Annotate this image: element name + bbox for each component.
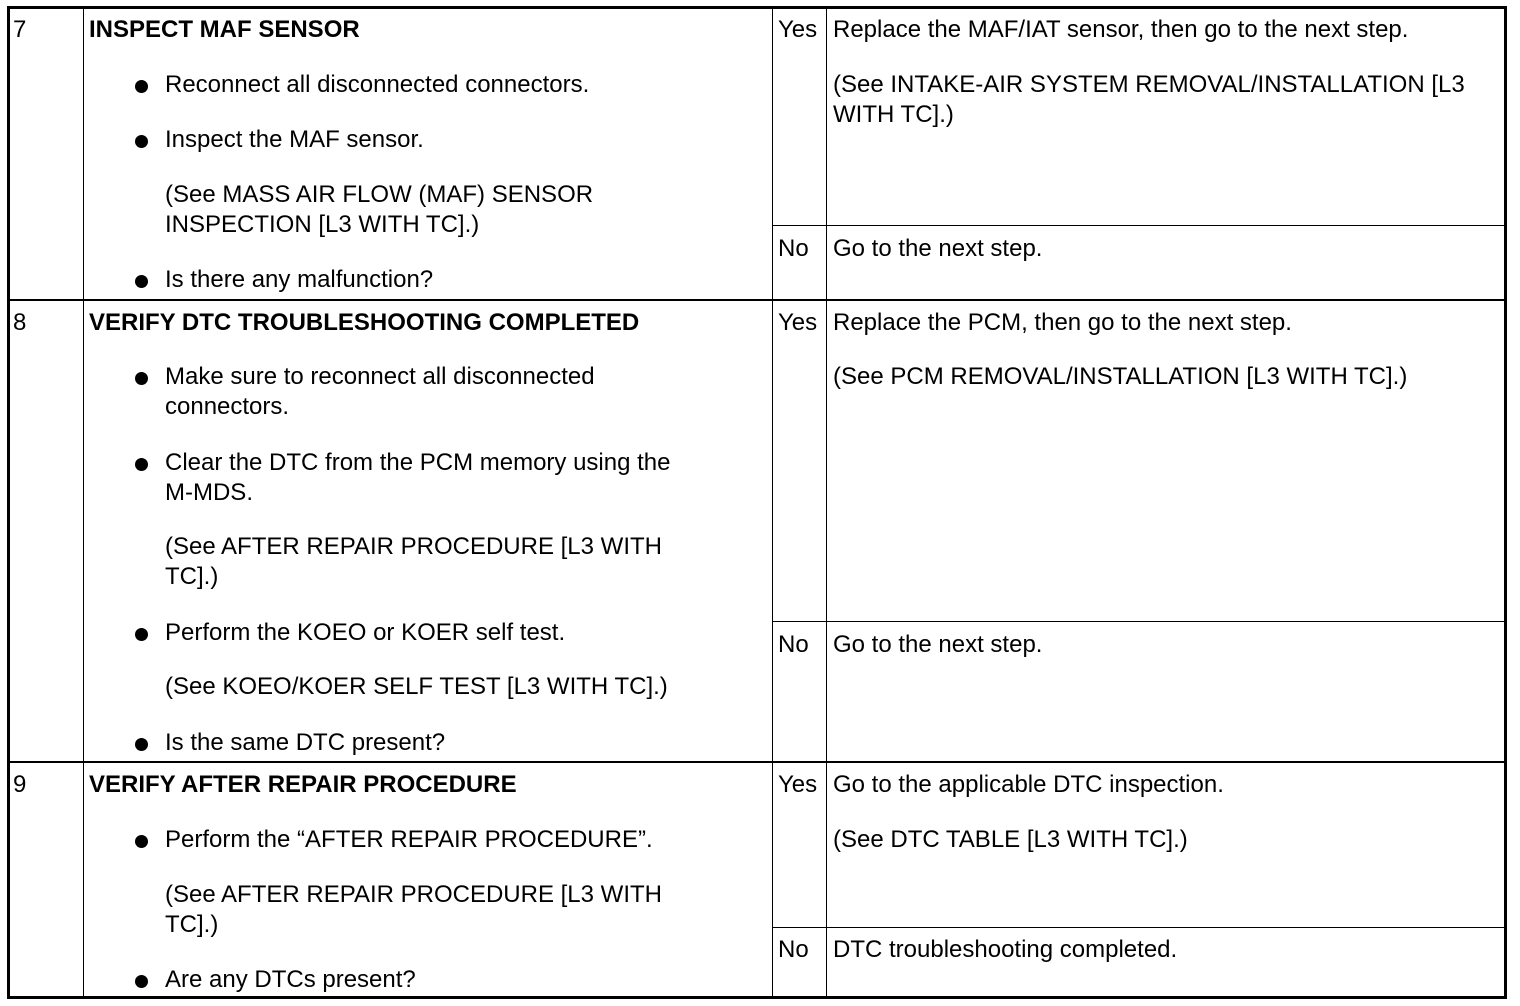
column-divider xyxy=(772,9,773,996)
bullet xyxy=(135,275,148,288)
yes-label: Yes xyxy=(778,16,818,43)
step-reference: (See MASS AIR FLOW (MAF) SENSOR xyxy=(165,181,594,208)
bullet xyxy=(135,628,148,641)
step-reference: TC].) xyxy=(165,563,219,590)
yes-no-divider xyxy=(772,225,1504,226)
row-divider xyxy=(10,299,1504,301)
step-number: 7 xyxy=(13,16,27,43)
bullet xyxy=(135,372,148,385)
no-label: No xyxy=(778,235,809,262)
no-action: DTC troubleshooting completed. xyxy=(833,936,1178,963)
yes-action: Replace the MAF/IAT sensor, then go to the next step. xyxy=(833,16,1409,43)
column-divider xyxy=(83,9,84,996)
step-question: Are any DTCs present? xyxy=(165,966,416,993)
yes-label: Yes xyxy=(778,309,818,336)
yes-no-divider xyxy=(772,621,1504,622)
step-instruction: M-MDS. xyxy=(165,479,253,506)
row-divider xyxy=(10,761,1504,763)
no-action: Go to the next step. xyxy=(833,235,1043,262)
step-reference: (See AFTER REPAIR PROCEDURE [L3 WITH xyxy=(165,881,662,908)
step-instruction: Make sure to reconnect all disconnected xyxy=(165,363,595,390)
step-reference: (See AFTER REPAIR PROCEDURE [L3 WITH xyxy=(165,533,662,560)
step-number: 8 xyxy=(13,309,27,336)
yes-no-divider xyxy=(772,927,1504,928)
step-instruction: Inspect the MAF sensor. xyxy=(165,126,424,153)
step-instruction: Perform the KOEO or KOER self test. xyxy=(165,619,566,646)
step-instruction: Reconnect all disconnected connectors. xyxy=(165,71,590,98)
column-divider xyxy=(826,9,827,996)
step-instruction: Clear the DTC from the PCM memory using the xyxy=(165,449,671,476)
step-question: Is there any malfunction? xyxy=(165,266,434,293)
yes-action: Replace the PCM, then go to the next step. xyxy=(833,309,1292,336)
step-reference: (See KOEO/KOER SELF TEST [L3 WITH TC].) xyxy=(165,673,668,700)
yes-action: Go to the applicable DTC inspection. xyxy=(833,771,1224,798)
yes-reference: (See DTC TABLE [L3 WITH TC].) xyxy=(833,826,1188,853)
bullet xyxy=(135,835,148,848)
bullet xyxy=(135,135,148,148)
yes-label: Yes xyxy=(778,771,818,798)
step-instruction: Perform the “AFTER REPAIR PROCEDURE”. xyxy=(165,826,653,853)
troubleshooting-table xyxy=(7,6,1507,999)
bullet xyxy=(135,458,148,471)
yes-reference: WITH TC].) xyxy=(833,101,954,128)
step-title: VERIFY AFTER REPAIR PROCEDURE xyxy=(89,771,517,798)
step-title: INSPECT MAF SENSOR xyxy=(89,16,360,43)
bullet xyxy=(135,975,148,988)
bullet xyxy=(135,80,148,93)
yes-reference: (See PCM REMOVAL/INSTALLATION [L3 WITH TC].) xyxy=(833,363,1408,390)
no-action: Go to the next step. xyxy=(833,631,1043,658)
step-reference: TC].) xyxy=(165,911,219,938)
no-label: No xyxy=(778,631,809,658)
bullet xyxy=(135,738,148,751)
step-number: 9 xyxy=(13,771,27,798)
step-instruction: connectors. xyxy=(165,393,290,420)
step-title: VERIFY DTC TROUBLESHOOTING COMPLETED xyxy=(89,309,640,336)
step-question: Is the same DTC present? xyxy=(165,729,446,756)
no-label: No xyxy=(778,936,809,963)
step-reference: INSPECTION [L3 WITH TC].) xyxy=(165,211,480,238)
yes-reference: (See INTAKE-AIR SYSTEM REMOVAL/INSTALLATION [L3 xyxy=(833,71,1465,98)
